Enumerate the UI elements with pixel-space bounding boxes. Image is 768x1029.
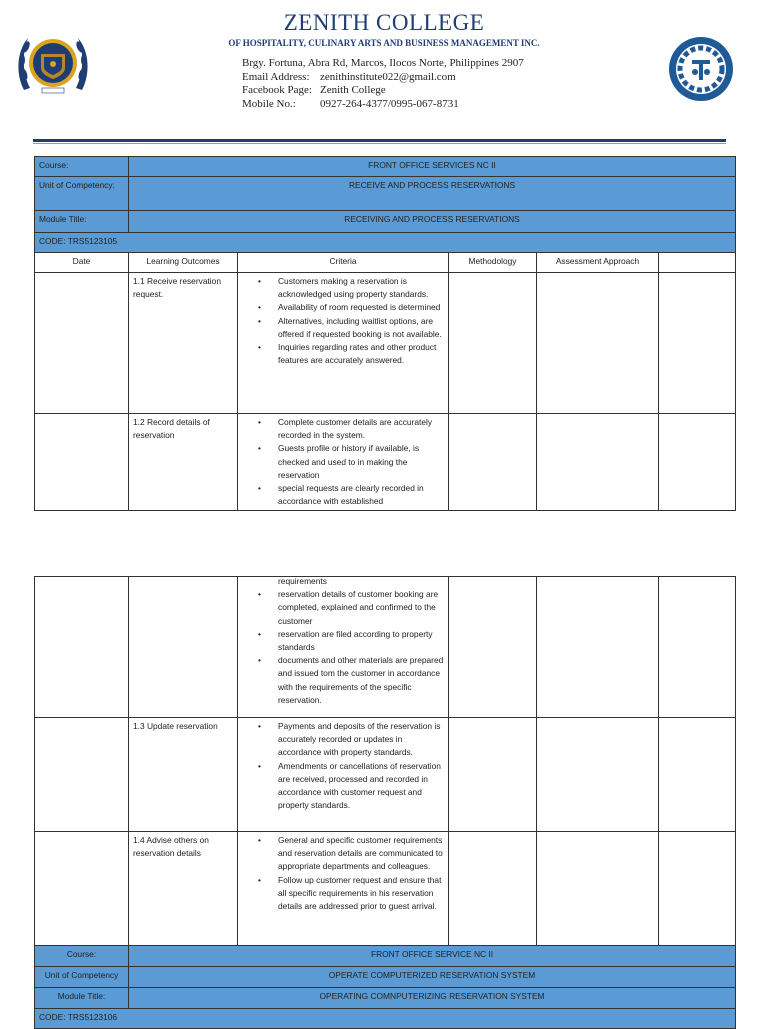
module-value: RECEIVING AND PROCESS RESERVATIONS (129, 211, 736, 233)
criteria-continued-text: requirements (278, 576, 327, 586)
criteria-cell (238, 273, 449, 414)
blank-cell (659, 718, 736, 832)
unit-label: Unit of Competency: (35, 177, 129, 211)
facebook-label: Facebook Page: (242, 84, 312, 96)
criteria-item: • Availability of room requested is determined (278, 301, 444, 314)
blank-cell (659, 577, 736, 718)
mobile-label: Mobile No.: (242, 97, 296, 110)
criteria-item: • Inquiries regarding rates and other product features are accurately answered. (278, 341, 444, 367)
col-methodology: Methodology (449, 253, 537, 273)
criteria-item: • reservation are filed according to property standards (278, 628, 444, 654)
criteria-item: • Customers making a reservation is acknowledged using property standards. (278, 275, 444, 301)
methodology-cell (449, 832, 537, 946)
learning-outcome-cell (129, 577, 238, 718)
unit-value: RECEIVE AND PROCESS RESERVATIONS (129, 177, 736, 211)
col-criteria: Criteria (238, 253, 449, 273)
assessment-cell (537, 832, 659, 946)
assessment-cell (537, 414, 659, 511)
blank-cell (659, 832, 736, 946)
col-assessment-approach: Assessment Approach (537, 253, 659, 273)
criteria-cell (238, 414, 449, 511)
contact-block (242, 57, 524, 111)
college-subtitle: OF HOSPITALITY, CULINARY ARTS AND BUSINESS MANAGEMENT INC. (228, 38, 540, 48)
code-text: CODE: TRS5123105 (35, 233, 736, 253)
mobile-line (242, 98, 524, 112)
learning-outcome-cell: 1.2 Record details of reservation (129, 414, 238, 511)
criteria-cell (238, 577, 449, 718)
unit-label: Unit of Competency (35, 967, 129, 988)
table-row (35, 718, 736, 832)
methodology-cell (449, 577, 537, 718)
criteria-item: • documents and other materials are prepared and issued tom the customer in accordance with the requirements of the specific reservation. (278, 654, 444, 707)
criteria-item: • Amendments or cancellations of reservation are received, processed and recorded in accordance with customer request and property standards. (278, 760, 444, 813)
date-cell (35, 718, 129, 832)
course-value: FRONT OFFICE SERVICE NC II (129, 946, 736, 967)
course-row (35, 157, 736, 177)
methodology-cell (449, 718, 537, 832)
unit-row (35, 177, 736, 211)
learning-outcome-cell: 1.4 Advise others on reservation details (129, 832, 238, 946)
competency-table-1 (34, 156, 736, 511)
col-date: Date (35, 253, 129, 273)
facebook-line (242, 84, 524, 98)
criteria-item: • Alternatives, including waitlist options, are offered if requested booking is not available. (278, 315, 444, 341)
learning-outcome-cell: 1.1 Receive reservation request. (129, 273, 238, 414)
mobile-value: 0927-264-4377/0995-067-8731 (320, 97, 459, 110)
unit-value: OPERATE COMPUTERIZED RESERVATION SYSTEM (129, 967, 736, 988)
table-row (35, 273, 736, 414)
module-value: OPERATING COMNPUTERIZING RESERVATION SYSTEM (129, 988, 736, 1009)
methodology-cell (449, 414, 537, 511)
methodology-cell (449, 273, 537, 414)
competency-table-2 (34, 576, 736, 1029)
criteria-item: • reservation details of customer booking are completed, explained and confirmed to the customer (278, 588, 444, 628)
email-value: zenithinstitute022@gmail.com (320, 70, 456, 83)
col-blank (659, 253, 736, 273)
criteria-item: • Complete customer details are accurately recorded in the system. (278, 416, 444, 442)
code-text: CODE: TRS5123106 (35, 1009, 736, 1029)
criteria-item: • General and specific customer requirements and reservation details are communicated to appropriate departments and colleagues. (278, 834, 444, 874)
blank-cell (659, 273, 736, 414)
blank-cell (659, 414, 736, 511)
module-row (35, 988, 736, 1009)
address-text: Brgy. Fortuna, Abra Rd, Marcos, Ilocos Norte, Philippines 2907 (242, 57, 524, 69)
module-label: Module Title: (35, 211, 129, 233)
col-learning-outcomes: Learning Outcomes (129, 253, 238, 273)
address-line (242, 57, 524, 71)
course-label: Course: (35, 157, 129, 177)
learning-outcome-cell: 1.3 Update reservation (129, 718, 238, 832)
email-line (242, 71, 524, 85)
criteria-cell (238, 718, 449, 832)
module-label: Module Title: (35, 988, 129, 1009)
course-label: Course: (35, 946, 129, 967)
criteria-item: • Follow up customer request and ensure that all specific requirements in his reservation details are addressed prior to guest arrival. (278, 874, 444, 914)
date-cell (35, 577, 129, 718)
table-row (35, 832, 736, 946)
module-row (35, 211, 736, 233)
code-row (35, 233, 736, 253)
college-name: ZENITH COLLEGE (283, 10, 485, 35)
date-cell (35, 273, 129, 414)
header-divider-thin (33, 143, 726, 144)
assessment-cell (537, 577, 659, 718)
code-row (35, 1009, 736, 1029)
email-label: Email Address: (242, 70, 310, 83)
criteria-item: • Payments and deposits of the reservation is accurately recorded or updates in accordance with property standards. (278, 720, 444, 760)
facebook-value: Zenith College (320, 84, 386, 96)
header-divider (33, 139, 726, 142)
assessment-cell (537, 273, 659, 414)
table-row (35, 414, 736, 511)
date-cell (35, 832, 129, 946)
criteria-item: • special requests are clearly recorded in accordance with established (278, 482, 444, 508)
course-value: FRONT OFFICE SERVICES NC II (129, 157, 736, 177)
table-row (35, 577, 736, 718)
date-cell (35, 414, 129, 511)
assessment-cell (537, 718, 659, 832)
criteria-item: • Guests profile or history if available, is checked and used to in making the reservation (278, 442, 444, 482)
criteria-cell (238, 832, 449, 946)
column-header-row (35, 253, 736, 273)
course-row (35, 946, 736, 967)
unit-row (35, 967, 736, 988)
